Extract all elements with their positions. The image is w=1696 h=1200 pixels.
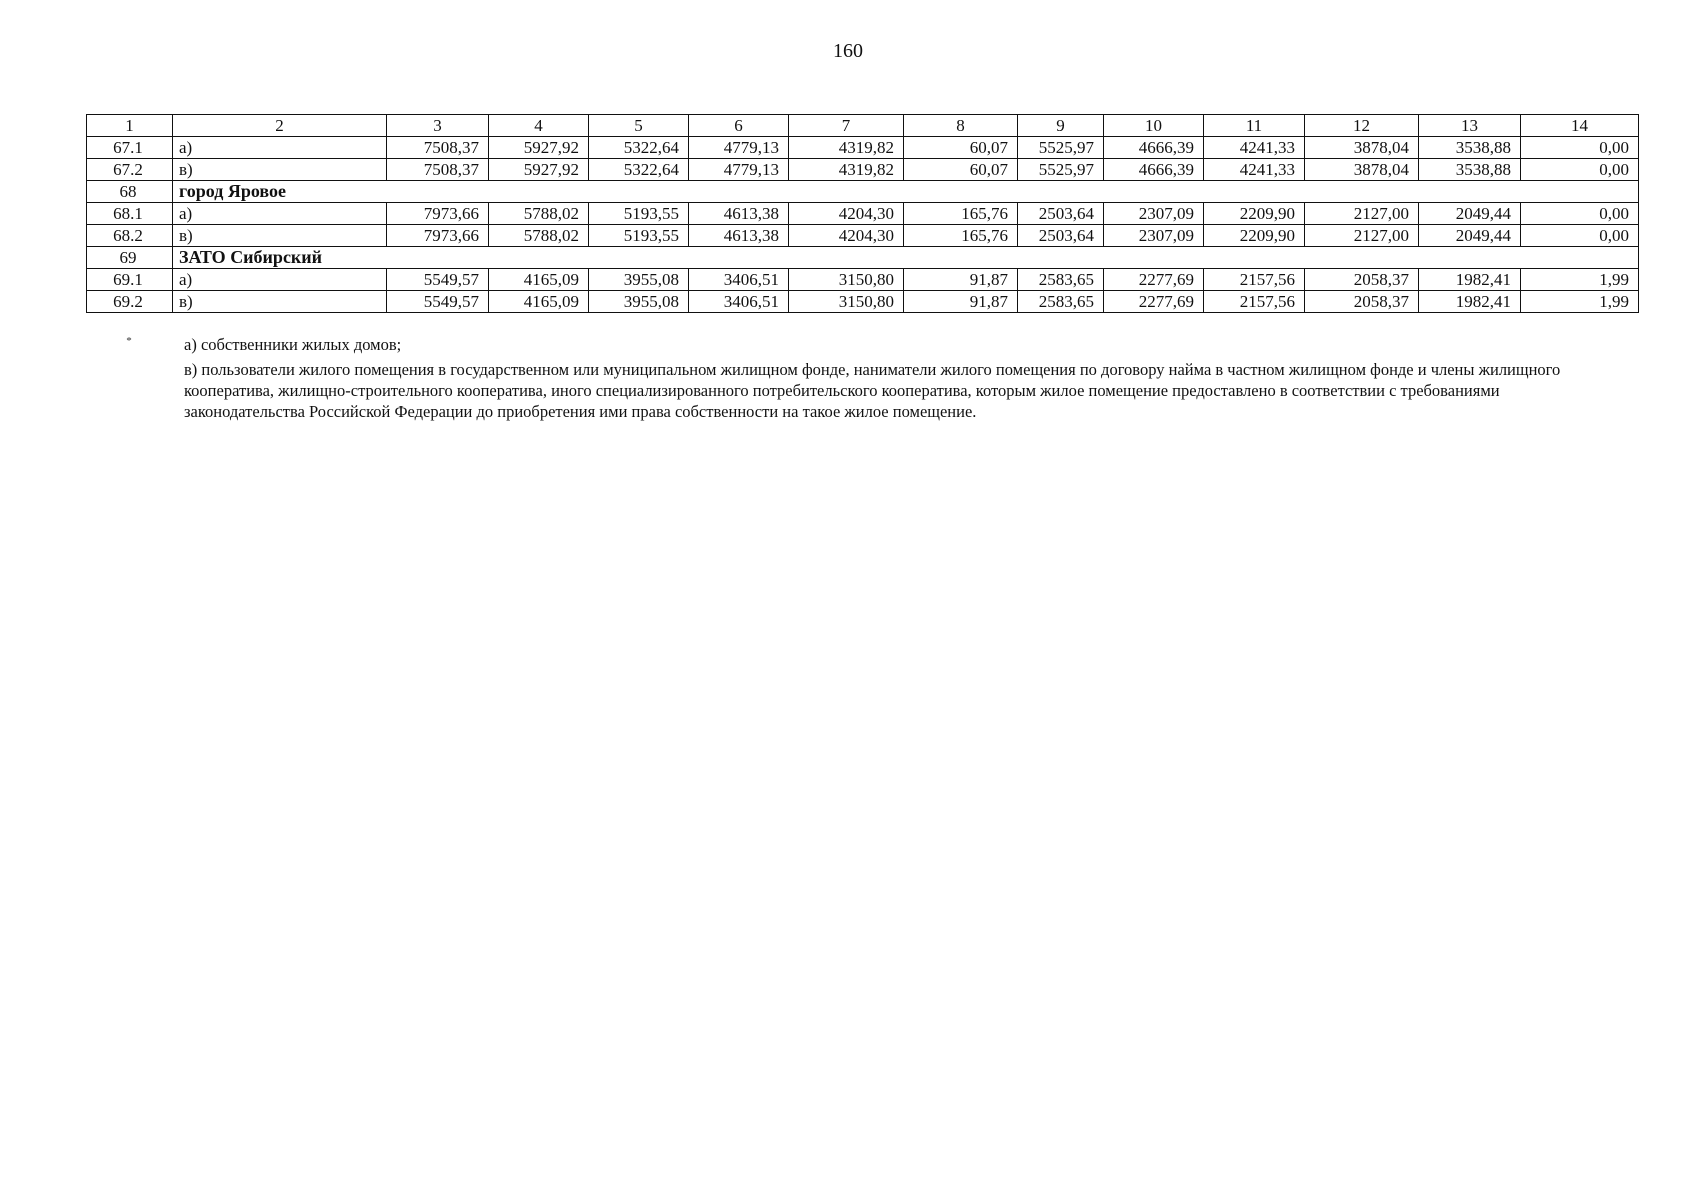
column-number-header: 5 (589, 115, 689, 137)
table-header-row (87, 115, 1639, 137)
value-cell: 2307,09 (1104, 203, 1204, 225)
value-cell: 165,76 (904, 203, 1018, 225)
table-row (87, 291, 1639, 313)
value-cell: 3955,08 (589, 291, 689, 313)
row-category: в) (173, 291, 387, 313)
row-category: а) (173, 269, 387, 291)
value-cell: 3878,04 (1305, 159, 1419, 181)
row-number: 67.1 (87, 137, 173, 159)
value-cell: 5549,57 (387, 269, 489, 291)
group-title: город Яровое (173, 181, 1639, 203)
value-cell: 3150,80 (789, 269, 904, 291)
value-cell: 4613,38 (689, 203, 789, 225)
value-cell: 4204,30 (789, 225, 904, 247)
value-cell: 60,07 (904, 159, 1018, 181)
value-cell: 4319,82 (789, 137, 904, 159)
column-number-header: 11 (1204, 115, 1305, 137)
column-number-header: 2 (173, 115, 387, 137)
row-category: а) (173, 203, 387, 225)
value-cell: 3538,88 (1419, 159, 1521, 181)
value-cell: 5788,02 (489, 203, 589, 225)
value-cell: 4666,39 (1104, 159, 1204, 181)
value-cell: 3150,80 (789, 291, 904, 313)
row-category: в) (173, 159, 387, 181)
footnote-a (86, 334, 1638, 355)
value-cell: 2157,56 (1204, 269, 1305, 291)
value-cell: 1,99 (1521, 291, 1639, 313)
column-number-header: 8 (904, 115, 1018, 137)
column-number-header: 4 (489, 115, 589, 137)
row-category: а) (173, 137, 387, 159)
value-cell: 0,00 (1521, 203, 1639, 225)
footnote-b-text: в) пользователи жилого помещения в государственном или муниципальном жилищном фонде, наниматели жилого помещения по договору найма в частном жилищном фонде и члены жилищного кооператива, жилищно-строительного кооператива, иного специализированного потребительского кооператива, которым жилое помещение предоставлено в соответствии с требованиями законодательства Российской Федерации до приобретения ими права собственности на такое жилое помещение. (184, 360, 1561, 421)
value-cell: 7508,37 (387, 137, 489, 159)
group-title: ЗАТО Сибирский (173, 247, 1639, 269)
value-cell: 4779,13 (689, 137, 789, 159)
value-cell: 2503,64 (1018, 225, 1104, 247)
value-cell: 2157,56 (1204, 291, 1305, 313)
column-number-header: 12 (1305, 115, 1419, 137)
value-cell: 3878,04 (1305, 137, 1419, 159)
value-cell: 0,00 (1521, 159, 1639, 181)
value-cell: 0,00 (1521, 137, 1639, 159)
value-cell: 2583,65 (1018, 291, 1104, 313)
value-cell: 2127,00 (1305, 203, 1419, 225)
value-cell: 4779,13 (689, 159, 789, 181)
column-number-header: 3 (387, 115, 489, 137)
footnote-b (86, 359, 1638, 422)
value-cell: 4204,30 (789, 203, 904, 225)
value-cell: 4165,09 (489, 269, 589, 291)
value-cell: 4241,33 (1204, 137, 1305, 159)
column-number-header: 14 (1521, 115, 1639, 137)
row-number: 68.1 (87, 203, 173, 225)
value-cell: 60,07 (904, 137, 1018, 159)
row-number: 67.2 (87, 159, 173, 181)
tariff-table (86, 114, 1639, 313)
value-cell: 3406,51 (689, 291, 789, 313)
table-row (87, 269, 1639, 291)
row-category: в) (173, 225, 387, 247)
value-cell: 165,76 (904, 225, 1018, 247)
value-cell: 2058,37 (1305, 291, 1419, 313)
value-cell: 2307,09 (1104, 225, 1204, 247)
table-row (87, 203, 1639, 225)
value-cell: 4666,39 (1104, 137, 1204, 159)
value-cell: 3538,88 (1419, 137, 1521, 159)
column-number-header: 6 (689, 115, 789, 137)
row-number: 69 (87, 247, 173, 269)
table-row (87, 137, 1639, 159)
page-number: 160 (833, 40, 863, 62)
row-number: 68.2 (87, 225, 173, 247)
table-row (87, 225, 1639, 247)
column-number-header: 7 (789, 115, 904, 137)
footnote-mark: * (126, 335, 132, 347)
group-row (87, 181, 1639, 203)
value-cell: 5193,55 (589, 203, 689, 225)
value-cell: 7508,37 (387, 159, 489, 181)
column-number-header: 13 (1419, 115, 1521, 137)
value-cell: 5525,97 (1018, 159, 1104, 181)
value-cell: 5927,92 (489, 159, 589, 181)
value-cell: 4165,09 (489, 291, 589, 313)
value-cell: 2277,69 (1104, 269, 1204, 291)
value-cell: 91,87 (904, 269, 1018, 291)
value-cell: 5322,64 (589, 137, 689, 159)
value-cell: 5322,64 (589, 159, 689, 181)
value-cell: 5788,02 (489, 225, 589, 247)
value-cell: 1982,41 (1419, 291, 1521, 313)
value-cell: 2049,44 (1419, 203, 1521, 225)
value-cell: 1,99 (1521, 269, 1639, 291)
group-row (87, 247, 1639, 269)
column-number-header: 1 (87, 115, 173, 137)
value-cell: 2583,65 (1018, 269, 1104, 291)
value-cell: 5927,92 (489, 137, 589, 159)
column-number-header: 10 (1104, 115, 1204, 137)
value-cell: 91,87 (904, 291, 1018, 313)
value-cell: 2049,44 (1419, 225, 1521, 247)
value-cell: 2277,69 (1104, 291, 1204, 313)
table-row (87, 159, 1639, 181)
value-cell: 5193,55 (589, 225, 689, 247)
value-cell: 3406,51 (689, 269, 789, 291)
value-cell: 7973,66 (387, 225, 489, 247)
row-number: 69.1 (87, 269, 173, 291)
value-cell: 2058,37 (1305, 269, 1419, 291)
value-cell: 5525,97 (1018, 137, 1104, 159)
column-number-header: 9 (1018, 115, 1104, 137)
value-cell: 4613,38 (689, 225, 789, 247)
footnotes (86, 334, 1638, 422)
value-cell: 3955,08 (589, 269, 689, 291)
value-cell: 7973,66 (387, 203, 489, 225)
row-number: 68 (87, 181, 173, 203)
row-number: 69.2 (87, 291, 173, 313)
value-cell: 0,00 (1521, 225, 1639, 247)
value-cell: 1982,41 (1419, 269, 1521, 291)
value-cell: 5549,57 (387, 291, 489, 313)
value-cell: 2127,00 (1305, 225, 1419, 247)
value-cell: 4319,82 (789, 159, 904, 181)
footnote-a-text: а) собственники жилых домов; (184, 335, 402, 354)
value-cell: 2209,90 (1204, 203, 1305, 225)
value-cell: 2209,90 (1204, 225, 1305, 247)
value-cell: 4241,33 (1204, 159, 1305, 181)
value-cell: 2503,64 (1018, 203, 1104, 225)
